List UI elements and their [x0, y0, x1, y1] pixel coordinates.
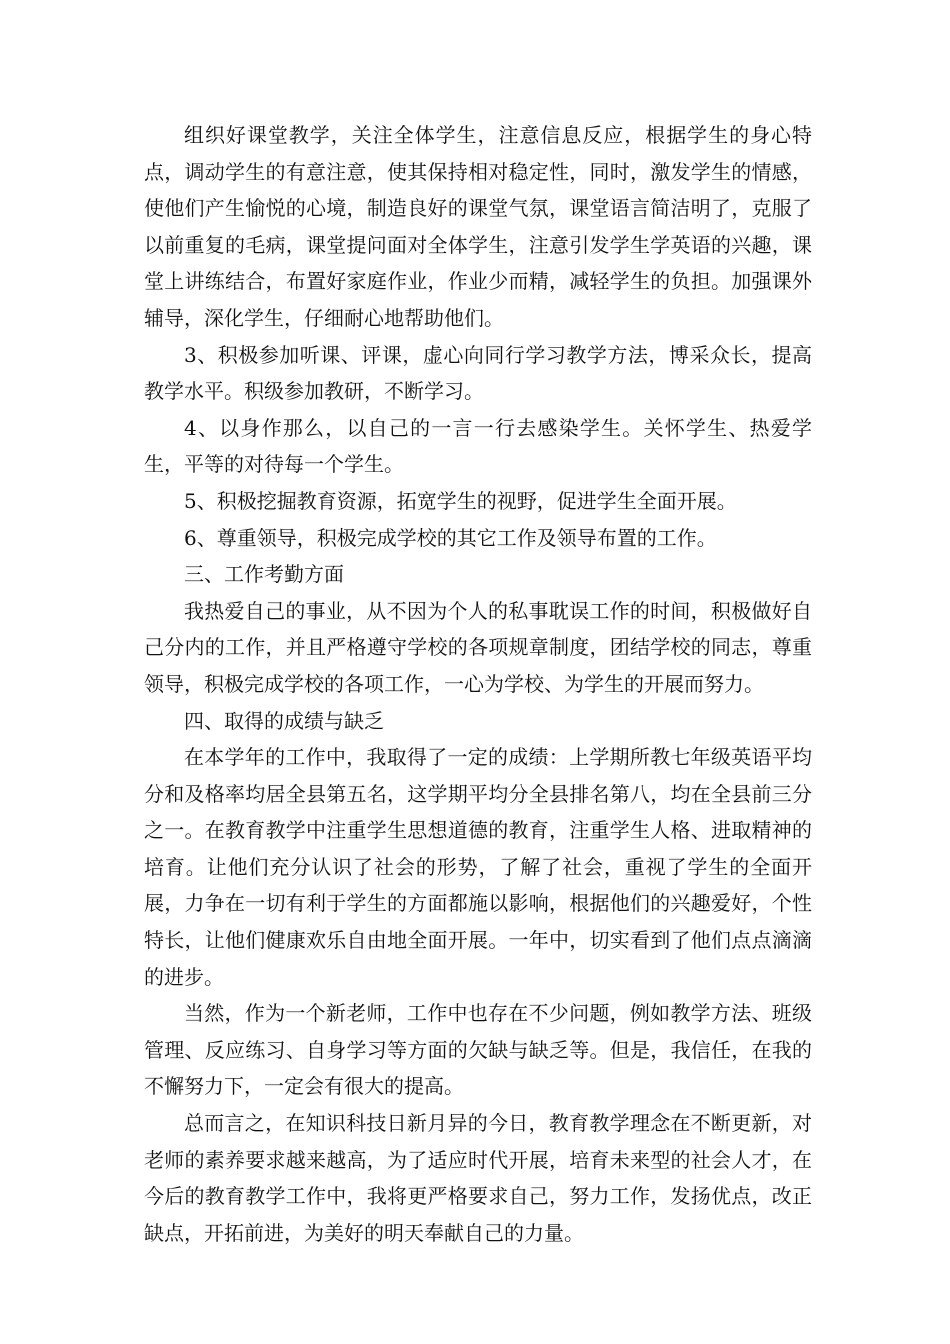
paragraph-shortcomings: 当然，作为一个新老师，工作中也存在不少问题，例如教学方法、班级管理、反应练习、自身学习等方面的欠缺与缺乏等。但是，我信任，在我的不懈努力下，一定会有很大的提高。 [144, 1001, 812, 1099]
document-body [144, 117, 812, 1251]
section-heading-achievements: 四、取得的成绩与缺乏 [184, 708, 384, 733]
paragraph-classroom-teaching: 组织好课堂教学，关注全体学生，注意信息反应，根据学生的身心特点，调动学生的有意注意，使其保持相对稳定性，同时，激发学生的情感，使他们产生愉悦的心境，制造良好的课堂气氛，课堂语言简洁明了，克服了以前重复的毛病，课堂提问面对全体学生，注意引发学生学英语的兴趣，课堂上讲练结合，布置好家庭作业，作业少而精，减轻学生的负担。加强课外辅导，深化学生，仔细耐心地帮助他们。 [144, 123, 812, 330]
section-heading-attendance: 三、工作考勤方面 [184, 562, 344, 587]
paragraph-item-6: 6、尊重领导，积极完成学校的其它工作及领导布置的工作。 [184, 525, 717, 550]
paragraph-item-3: 3、积极参加听课、评课，虚心向同行学习教学方法，博采众长，提高教学水平。积级参加教研，不断学习。 [144, 342, 812, 404]
paragraph-item-4: 4、以身作那么，以自己的一言一行去感染学生。关怀学生、热爱学生，平等的对待每一个学生。 [144, 415, 812, 477]
paragraph-item-5: 5、积极挖掘教育资源，拓宽学生的视野，促进学生全面开展。 [184, 488, 737, 513]
paragraph-achievements: 在本学年的工作中，我取得了一定的成绩：上学期所教七年级英语平均分和及格率均居全县第五名，这学期平均分全县排名第八，均在全县前三分之一。在教育教学中注重学生思想道德的教育，注重学生人格、进取精神的培育。让他们充分认识了社会的形势，了解了社会，重视了学生的全面开展，力争在一切有利于学生的方面都施以影响，根据他们的兴趣爱好，个性特长，让他们健康欢乐自由地全面开展。一年中，切实看到了他们点点滴滴的进步。 [144, 745, 812, 989]
paragraph-conclusion: 总而言之，在知识科技日新月异的今日，教育教学理念在不断更新，对老师的素养要求越来越高，为了适应时代开展，培育未来型的社会人才，在今后的教育教学工作中，我将更严格要求自己，努力工作，发扬优点，改正缺点，开拓前进，为美好的明天奉献自己的力量。 [144, 1111, 812, 1245]
paragraph-attendance: 我热爱自己的事业，从不因为个人的私事耽误工作的时间，积极做好自己分内的工作，并且严格遵守学校的各项规章制度，团结学校的同志，尊重领导，积极完成学校的各项工作，一心为学校、为学生的开展而努力。 [144, 598, 812, 696]
